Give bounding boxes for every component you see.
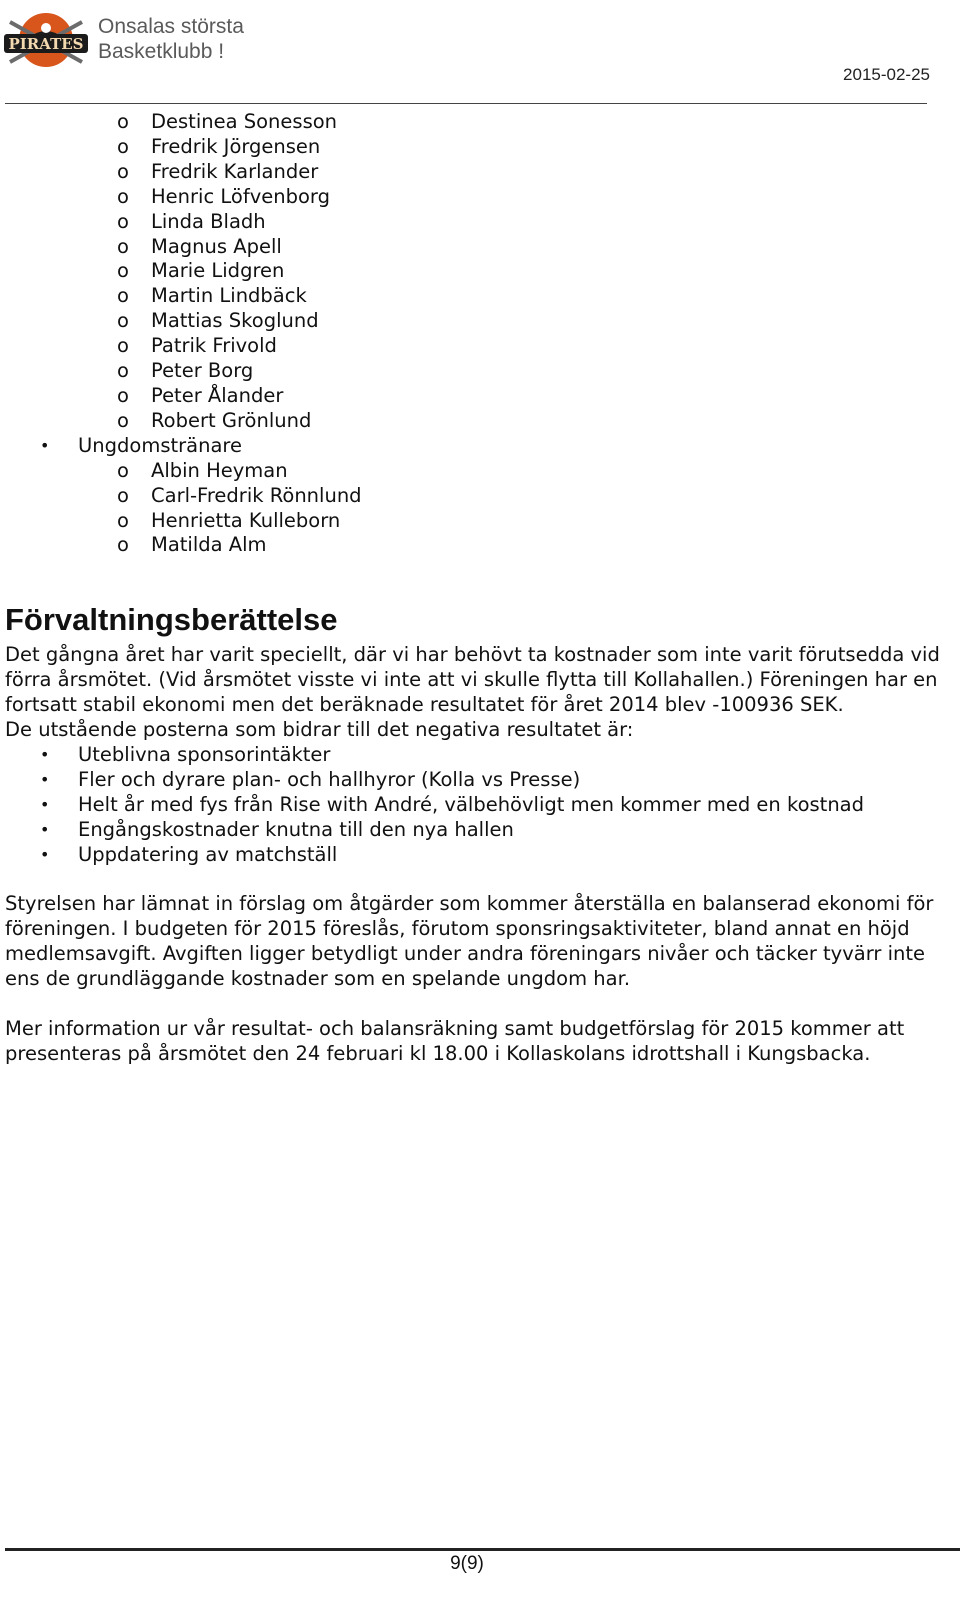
coach-item: o Patrik Frivold (117, 334, 277, 358)
report-paragraph: De utstående posterna som bidrar till det negativa resultatet är: (5, 718, 634, 742)
page-content (5, 110, 940, 1067)
bullet-icon: • (40, 744, 50, 764)
coach-item: o Peter Borg (117, 359, 254, 383)
coach-item: o Magnus Apell (117, 234, 282, 258)
coach-item: o Fredrik Jörgensen (117, 134, 321, 158)
coach-list (5, 110, 940, 558)
coach-item: o Peter Ålander (117, 383, 284, 407)
coach-item: o Destinea Sonesson (117, 110, 338, 133)
header-date: 2015-02-25 (843, 65, 930, 84)
list-item: • Engångskostnader knutna till den nya hallen (40, 817, 514, 841)
negative-result-list (5, 743, 940, 868)
youth-coach-item: o Albin Heyman (117, 458, 288, 482)
paragraph-spacer (5, 867, 940, 892)
coach-item: o Linda Bladh (117, 209, 266, 233)
report-paragraph: Det gångna året har varit speciellt, där vi har behövt ta kostnader som inte varit förutsedda vid förra årsmötet. (Vid årsmötet visste vi inte att vi skulle flytta till Kollahallen.) Föreningen har en fortsatt stabil ekonomi men det beräknade resultatet för året 2014 blev -100936 SEK. (5, 643, 940, 717)
coach-item: o Henric Löfvenborg (117, 184, 330, 208)
youth-coaches-heading: • Ungdomstränare (40, 433, 242, 457)
circle-bullet-icon: o (117, 508, 129, 532)
coach-item: o Mattias Skoglund (117, 309, 319, 333)
circle-bullet-icon: o (117, 408, 129, 432)
circle-bullet-icon: o (117, 483, 129, 507)
page-number: 9(9) (450, 1553, 484, 1574)
circle-bullet-icon: o (117, 134, 129, 158)
bullet-icon: • (40, 844, 50, 864)
coach-item: o Robert Grönlund (117, 408, 312, 432)
circle-bullet-icon: o (117, 159, 129, 183)
svg-text:PIRATES: PIRATES (8, 35, 84, 53)
list-item: • Helt år med fys från Rise with André, välbehövligt men kommer med en kostnad (40, 792, 865, 816)
coach-item: o Fredrik Karlander (117, 159, 319, 183)
circle-bullet-icon: o (117, 184, 129, 208)
coach-item: o Marie Lidgren (117, 259, 285, 283)
bullet-icon: • (40, 819, 50, 839)
list-item: • Uppdatering av matchställ (40, 842, 338, 866)
circle-bullet-icon: o (117, 533, 129, 557)
youth-coach-item: o Carl-Fredrik Rönnlund (117, 483, 362, 507)
circle-bullet-icon: o (117, 309, 129, 333)
section-title: Förvaltningsberättelse (5, 602, 338, 638)
circle-bullet-icon: o (117, 334, 129, 358)
coach-item: o Martin Lindbäck (117, 284, 307, 308)
paragraph-spacer (5, 992, 940, 1017)
report-paragraph: Mer information ur vår resultat- och balansräkning samt budgetförslag för 2015 kommer att presenteras på årsmötet den 24 februari kl 18.00 i Kollaskolans idrottshall i Kungsbacka. (5, 1016, 905, 1065)
list-item: • Uteblivna sponsorintäkter (40, 742, 331, 766)
youth-coach-item: o Henrietta Kulleborn (117, 508, 341, 532)
circle-bullet-icon: o (117, 458, 129, 482)
circle-bullet-icon: o (117, 234, 129, 258)
circle-bullet-icon: o (117, 259, 129, 283)
bullet-icon: • (40, 435, 50, 455)
circle-bullet-icon: o (117, 284, 129, 308)
circle-bullet-icon: o (117, 110, 129, 133)
footer-divider (5, 1548, 960, 1551)
bullet-icon: • (40, 769, 50, 789)
club-slogan: Onsalas största Basketklubb ! (98, 15, 244, 63)
circle-bullet-icon: o (117, 209, 129, 233)
header-divider (5, 103, 927, 104)
circle-bullet-icon: o (117, 383, 129, 407)
list-item: • Fler och dyrare plan- och hallhyror (Kolla vs Presse) (40, 767, 581, 791)
circle-bullet-icon: o (117, 359, 129, 383)
bullet-icon: • (40, 794, 50, 814)
youth-coach-item: o Matilda Alm (117, 533, 267, 557)
club-logo (0, 0, 262, 80)
report-paragraph: Styrelsen har lämnat in förslag om åtgärder som kommer återställa en balanserad ekonomi för föreningen. I budgeten för 2015 föreslås, förutom sponsringsaktiviteter, bland annat en höjd medlemsavgift. Avgiften ligger betydligt under andra föreningars nivåer och täcker tyvärr inte ens de grundläggande kostnader som en spelande ungdom har. (5, 892, 934, 991)
pirates-logo-icon (2, 6, 90, 70)
